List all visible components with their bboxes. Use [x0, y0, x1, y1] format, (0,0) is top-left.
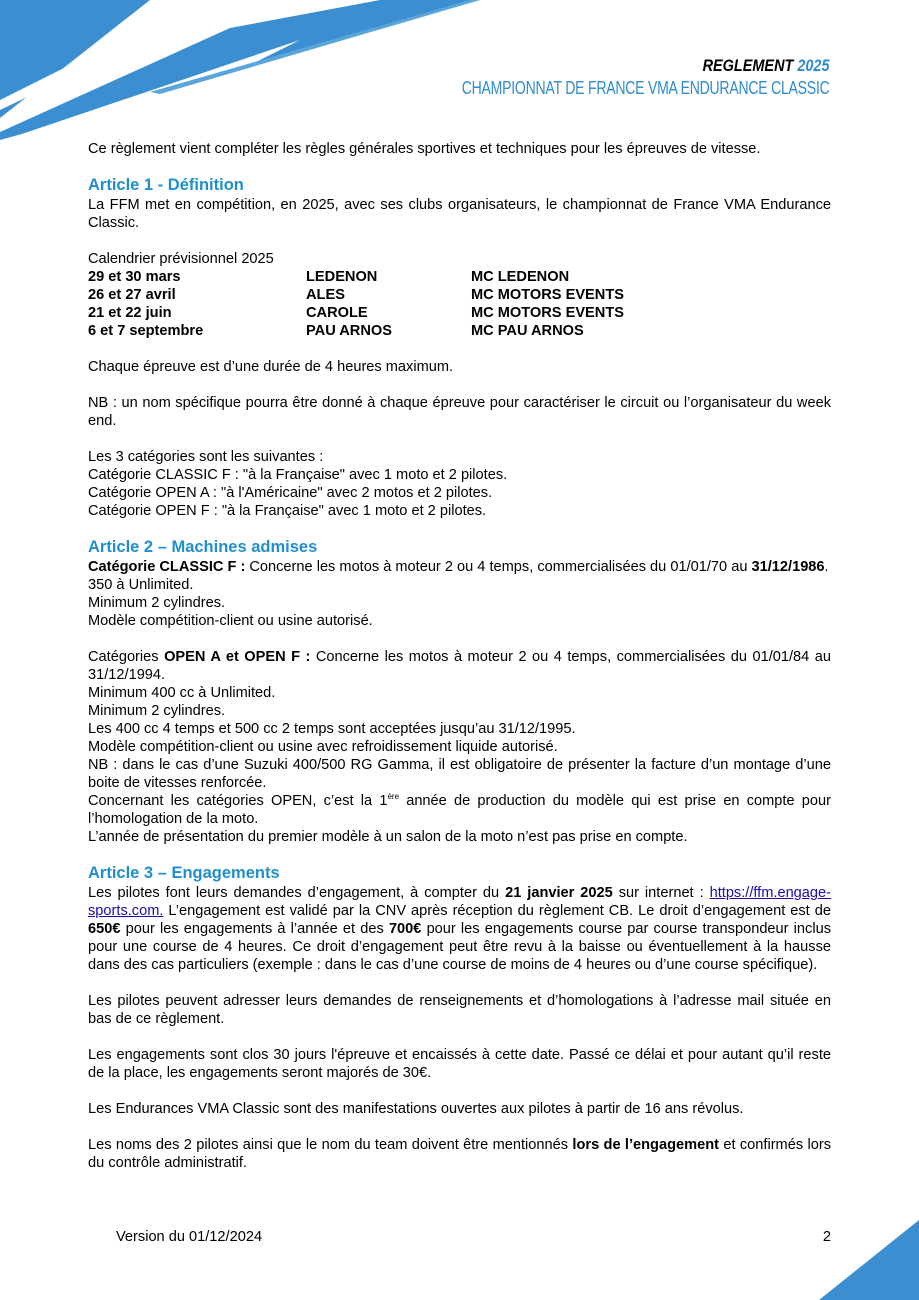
open-line: Modèle compétition-client ou usine avec refroidissement liquide autorisé.	[88, 739, 558, 755]
calendar-club: MC MOTORS EVENTS	[471, 287, 624, 303]
category-item: Catégorie OPEN F : "à la Française" avec 1 moto et 2 pilotes.	[88, 503, 487, 519]
calendar-date: 6 et 7 septembre	[88, 323, 204, 339]
closing-paragraph: Les engagements sont clos 30 jours l'épreuve et encaissés à cette date. Passé ce délai et pour autant qu’il reste de la place, les engagements seront majorés de 30€.	[88, 1047, 831, 1081]
calendar-club: MC LEDENON	[471, 269, 570, 285]
engagement-paragraph: Les pilotes font leurs demandes d’engagement, à compter du 21 janvier 2025 sur internet : https://ffm.engage-sports.com. L’engagement est validé par la CNV après réception du règlement CB. Le droit d’engagement est de 650€ pour les engagements à l’année et des 700€ pour les engagements course par course transpondeur inclus pour une course de 4 heures. Ce droit d’engagement peut être revu à la baisse ou éventuellement à la hausse dans des cas particuliers (exemple : dans le cas d’une course de moins de 4 heures ou d’une course spécifique).	[88, 885, 832, 973]
info-paragraph: Les pilotes peuvent adresser leurs demandes de renseignements et d’homologations à l’adresse mail située en bas de ce règlement.	[88, 993, 831, 1027]
calendar-circuit: LEDENON	[306, 269, 378, 285]
calendar-club: MC PAU ARNOS	[471, 323, 584, 339]
age-paragraph: Les Endurances VMA Classic sont des manifestations ouvertes aux pilotes à partir de 16 ans révolus.	[88, 1101, 744, 1117]
calendar-circuit: PAU ARNOS	[306, 323, 392, 339]
classic-line: Minimum 2 cylindres.	[88, 595, 226, 611]
calendar-club: MC MOTORS EVENTS	[471, 305, 624, 321]
page-number: 2	[822, 1229, 831, 1245]
classic-line: 350 à Unlimited.	[88, 577, 194, 593]
engagement-link[interactable]: https://ffm.engage-sports.com.	[88, 885, 832, 919]
article-1-title: Article 1 - Définition	[88, 176, 244, 194]
document-body	[88, 140, 831, 1172]
classic-paragraph: Catégorie CLASSIC F : Concerne les motos à moteur 2 ou 4 temps, commercialisées du 01/01/70 au 31/12/1986.	[88, 559, 829, 575]
calendar-row	[88, 268, 831, 286]
team-paragraph: Les noms des 2 pilotes ainsi que le nom du team doivent être mentionnés lors de l’engagement et confirmés lors du contrôle administratif.	[88, 1137, 831, 1171]
calendar-title: Calendrier prévisionnel 2025	[88, 251, 274, 267]
intro-paragraph: Ce règlement vient compléter les règles générales sportives et techniques pour les épreuves de vitesse.	[88, 141, 761, 157]
calendar-circuit: CAROLE	[306, 305, 368, 321]
calendar-date: 21 et 22 juin	[88, 305, 172, 321]
category-item: Catégorie OPEN A : "à l'Américaine" avec 2 motos et 2 pilotes.	[88, 485, 493, 501]
document-header	[358, 56, 830, 99]
footer-version: Version du 01/12/2024	[116, 1229, 263, 1245]
calendar-row	[88, 304, 831, 322]
footer-decoration-triangle	[819, 1220, 919, 1300]
classic-line: Modèle compétition-client ou usine autorisé.	[88, 613, 373, 629]
calendar-table	[88, 268, 831, 340]
nb-paragraph: NB : un nom spécifique pourra être donné à chaque épreuve pour caractériser le circuit ou l’organisateur du week end.	[88, 395, 831, 429]
open-line: Minimum 400 cc à Unlimited.	[88, 685, 276, 701]
calendar-date: 26 et 27 avril	[88, 287, 176, 303]
open-line: Concernant les catégories OPEN, c’est la 1ère année de production du modèle qui est prise en compte pour l’homologation de la moto.	[88, 792, 831, 827]
category-item: Catégorie CLASSIC F : "à la Française" avec 1 moto et 2 pilotes.	[88, 467, 508, 483]
calendar-row	[88, 322, 831, 340]
article-3-title: Article 3 – Engagements	[88, 864, 280, 882]
open-paragraph: Catégories OPEN A et OPEN F : Concerne les motos à moteur 2 ou 4 temps, commercialisées du 01/01/84 au 31/12/1994.	[88, 649, 831, 683]
open-line: NB : dans le cas d’une Suzuki 400/500 RG Gamma, il est obligatoire de présenter la facture d’un montage d’une boite de vitesses renforcée.	[88, 757, 831, 791]
open-line: L’année de présentation du premier modèle à un salon de la moto n’est pas prise en compte.	[88, 829, 688, 845]
open-line: Minimum 2 cylindres.	[88, 703, 226, 719]
open-line: Les 400 cc 4 temps et 500 cc 2 temps sont acceptées jusqu’au 31/12/1995.	[88, 721, 576, 737]
article-1-paragraph: La FFM met en compétition, en 2025, avec ses clubs organisateurs, le championnat de France VMA Endurance Classic.	[88, 197, 831, 231]
reglement-label: REGLEMENT 2025	[703, 56, 830, 75]
championship-title: CHAMPIONNAT DE FRANCE VMA ENDURANCE CLASSIC	[462, 78, 830, 98]
categories-intro: Les 3 catégories sont les suivantes :	[88, 449, 324, 465]
article-2-title: Article 2 – Machines admises	[88, 538, 318, 556]
duration-paragraph: Chaque épreuve est d’une durée de 4 heures maximum.	[88, 359, 454, 375]
calendar-row	[88, 286, 831, 304]
calendar-date: 29 et 30 mars	[88, 269, 181, 285]
calendar-circuit: ALES	[306, 287, 345, 303]
